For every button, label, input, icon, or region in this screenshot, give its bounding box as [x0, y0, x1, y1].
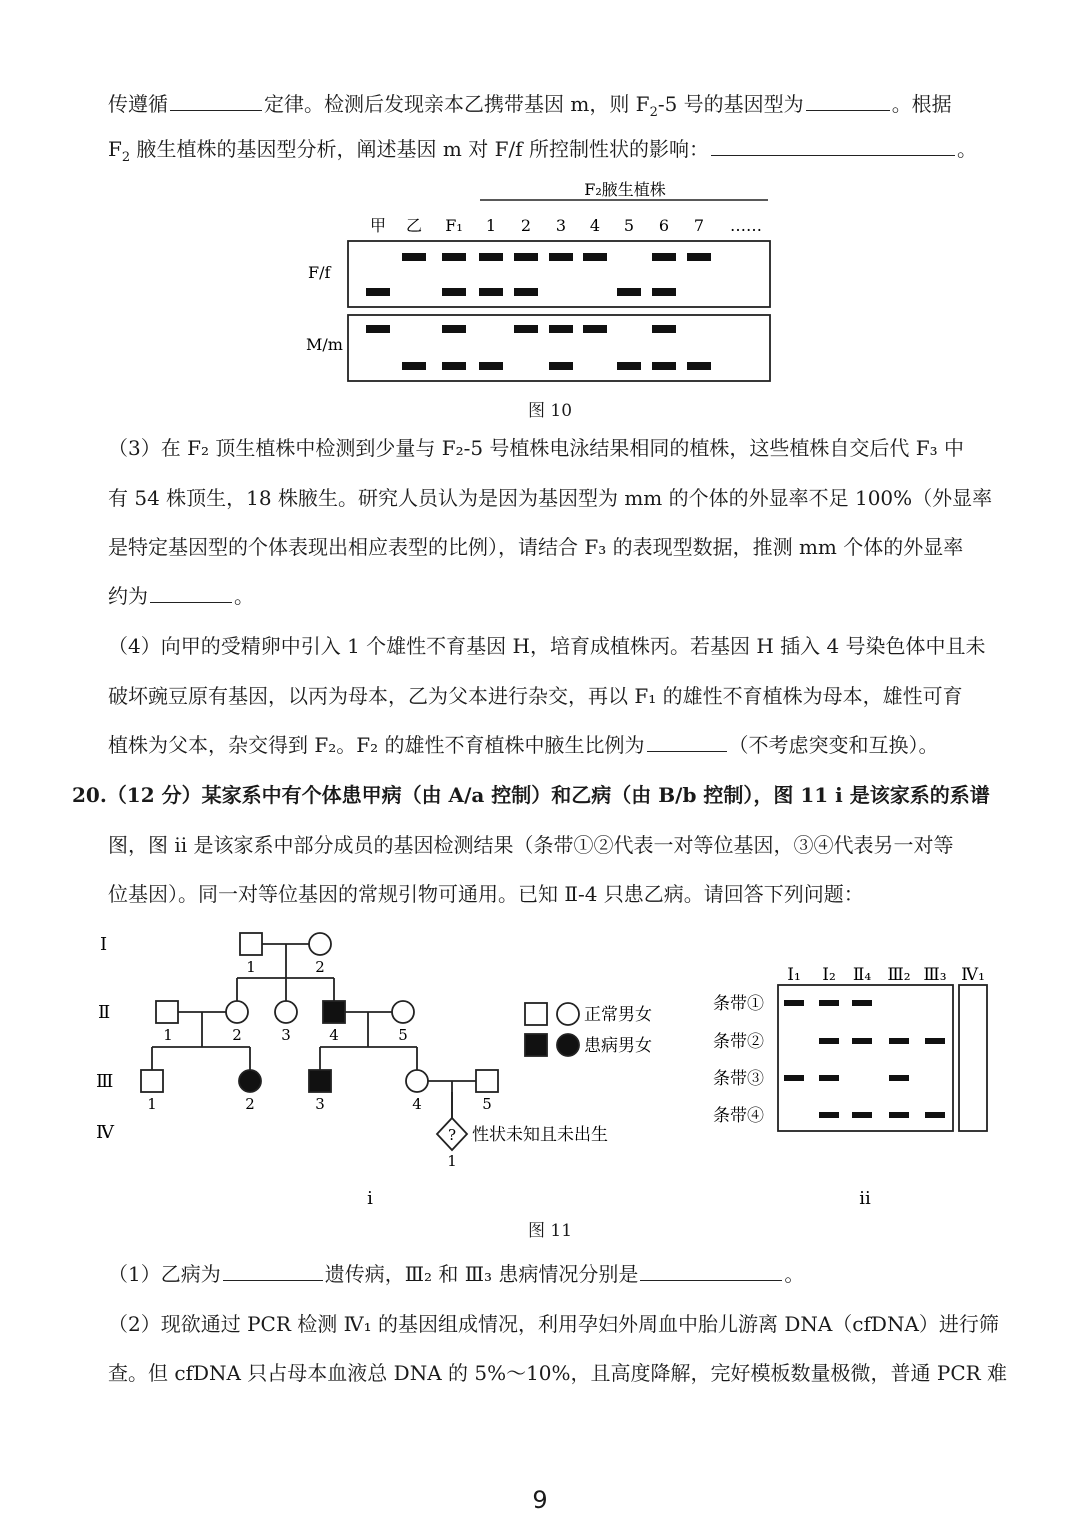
gel-band [652, 362, 676, 370]
q3-line-2: 有 54 株顶生，18 株腋生。研究人员认为是因为基因型为 mm 的个体的外显率不足 100%（外显率 [108, 486, 993, 510]
male-normal-symbol [240, 933, 262, 955]
q4-line-2: 破坏豌豆原有基因，以丙为母本，乙为父本进行杂交，再以 F₁ 的雄性不育植株为母本，雄性可育 [108, 684, 963, 708]
unknown-note: 性状未知且未出生 [472, 1125, 608, 1145]
individual-number: 1 [163, 1026, 173, 1044]
answer-blank[interactable] [640, 1262, 782, 1281]
answer-blank[interactable] [647, 733, 727, 752]
answer-blank[interactable] [150, 584, 232, 603]
figure-11-gene-test [705, 955, 1005, 1210]
gel-band [889, 1075, 909, 1081]
gel-band [852, 1112, 872, 1118]
generation-label-i: Ⅰ [100, 934, 108, 955]
gel-band [617, 288, 641, 296]
paragraph-line: 传遵循 定律。检测后发现亲本乙携带基因 m，则 $F_2-5$ 号的基因型为 。根据 [108, 92, 952, 120]
fig10-column-label: 1 [485, 216, 497, 235]
gel-band [442, 362, 466, 370]
individual-number: 5 [398, 1026, 408, 1044]
gel-band [366, 288, 390, 296]
paragraph-line: $F_2$ 腋生植株的基因型分析，阐述基因 m 对 F/f 所控制性状的影响： 。 [108, 137, 977, 165]
gel-band [549, 325, 573, 333]
unknown-mark: ? [447, 1126, 457, 1144]
q20-2-line-2: 查。但 cfDNA 只占母本血液总 DNA 的 5%～10%，且高度降解，完好模板数量极微，普通 PCR 难 [108, 1361, 1008, 1385]
female-normal-symbol [309, 933, 331, 955]
individual-number: 5 [482, 1095, 492, 1113]
gel-bands [784, 1000, 945, 1118]
gel-band [402, 362, 426, 370]
gel-band [549, 253, 573, 261]
figure-10-caption: 图 10 [527, 401, 573, 421]
gel-band [583, 253, 607, 261]
gel-column-label: Ⅱ₄ [852, 965, 872, 985]
gel-band [479, 253, 503, 261]
gel-band [652, 288, 676, 296]
gel-band [442, 253, 466, 261]
q20-line-1: 20.（12 分）某家系中有个体患甲病（由 A/a 控制）和乙病（由 B/b 控制），图 11 ⅰ 是该家系的系谱 [72, 783, 990, 807]
gel-band [442, 288, 466, 296]
fig10-column-label: 7 [693, 216, 705, 235]
gel-band [687, 253, 711, 261]
q20-line-2: 图，图 ⅱ 是该家系中部分成员的基因检测结果（条带①②代表一对等位基因，③④代表另一对等 [108, 833, 954, 857]
individual-number: 2 [245, 1095, 255, 1113]
fig10-column-label: 4 [589, 216, 601, 235]
figure-11-caption: 图 11 [527, 1221, 573, 1241]
individual-number: 2 [232, 1026, 242, 1044]
individual-number: 1 [246, 958, 256, 976]
gel-band [819, 1038, 839, 1044]
gel-band [652, 253, 676, 261]
answer-blank[interactable] [223, 1262, 323, 1281]
individual-number: 3 [281, 1026, 291, 1044]
gel-box-iv1 [959, 985, 987, 1131]
gel-column-labels [787, 965, 985, 985]
gel-band [889, 1038, 909, 1044]
gel-band [479, 362, 503, 370]
individual-number: 2 [315, 958, 325, 976]
gel-row-label: 条带③ [713, 1069, 764, 1089]
gel-band [479, 288, 503, 296]
gel-band [784, 1000, 804, 1006]
fig10-column-labels [370, 216, 762, 235]
gel-band [442, 325, 466, 333]
gel-row-labels [713, 994, 764, 1126]
gel-band [514, 288, 538, 296]
gel-band [514, 325, 538, 333]
generation-label-ii: Ⅱ [98, 1002, 111, 1023]
q20-1-line: （1）乙病为 遗传病，Ⅲ₂ 和 Ⅲ₃ 患病情况分别是 。 [108, 1262, 805, 1286]
q20-2-line-1: （2）现欲通过 PCR 检测 Ⅳ₁ 的基因组成情况，利用孕妇外周血中胎儿游离 DNA（cfDNA）进行筛 [108, 1312, 999, 1336]
fig10-bands [366, 253, 711, 370]
answer-blank[interactable] [711, 137, 955, 156]
subfigure-label-i: ⅰ [367, 1188, 373, 1209]
fig10-column-label: …… [730, 216, 762, 235]
gel-band [617, 362, 641, 370]
gel-band [549, 362, 573, 370]
fig10-column-label: 6 [658, 216, 670, 235]
gel-row-label: 条带④ [713, 1106, 764, 1126]
gel-band [819, 1112, 839, 1118]
q20-line-3: 位基因）。同一对等位基因的常规引物可通用。已知 Ⅱ-4 只患乙病。请回答下列问题： [108, 882, 864, 906]
gel-row-label: 条带① [713, 994, 764, 1014]
individual-number: 4 [412, 1095, 422, 1113]
answer-blank[interactable] [170, 92, 262, 111]
gel-box-mm [348, 315, 770, 381]
fig10-column-label: 2 [520, 216, 532, 235]
page-number: 9 [532, 1486, 548, 1514]
fig10-header: F₂腋生植株 [584, 180, 666, 199]
fig10-column-label: 乙 [405, 216, 423, 235]
individual-number: 1 [147, 1095, 157, 1113]
generation-label-iv: Ⅳ [96, 1122, 114, 1143]
gel-band [652, 325, 676, 333]
generation-label-iii: Ⅲ [96, 1071, 114, 1092]
q4-line-3: 植株为父本，杂交得到 F₂。F₂ 的雄性不育植株中腋生比例为 （不考虑突变和互换）。 [108, 733, 939, 757]
fig10-column-label: F₁ [445, 216, 463, 235]
q3-line-1: （3）在 F₂ 顶生植株中检测到少量与 F₂-5 号植株电泳结果相同的植株，这些植株自交后代 F₃ 中 [108, 436, 965, 460]
gel-band [784, 1075, 804, 1081]
individual-number: 3 [315, 1095, 325, 1113]
gel-band [514, 253, 538, 261]
fig10-column-label: 5 [623, 216, 635, 235]
gel-column-label: Ⅳ₁ [961, 965, 985, 985]
fig10-column-label: 3 [555, 216, 567, 235]
q4-line-1: （4）向甲的受精卵中引入 1 个雄性不育基因 H，培育成植株丙。若基因 H 插入 4 号染色体中且未 [108, 634, 986, 658]
figure-10-gel [300, 175, 780, 390]
q3-line-3: 是特定基因型的个体表现出相应表型的比例），请结合 F₃ 的表现型数据，推测 mm 个体的外显率 [108, 535, 964, 559]
row-label-mm: M/m [306, 335, 343, 354]
gel-column-label: Ⅲ₃ [923, 965, 947, 985]
answer-blank[interactable] [806, 92, 890, 111]
gel-box-ff [348, 241, 770, 307]
figure-11-pedigree [80, 920, 652, 1210]
gel-band [852, 1038, 872, 1044]
individual-number: 1 [447, 1152, 457, 1170]
gel-band [889, 1112, 909, 1118]
gel-box-main [778, 985, 953, 1131]
gel-column-label: Ⅰ₁ [787, 965, 801, 985]
fig10-column-label: 甲 [369, 216, 387, 235]
gel-band [583, 325, 607, 333]
row-label-ff: F/f [308, 263, 331, 282]
gel-band [925, 1112, 945, 1118]
legend-normal: 正常男女 [584, 1005, 652, 1025]
gel-band [366, 325, 390, 333]
subfigure-label-ii: ⅱ [859, 1188, 871, 1209]
gel-band [687, 362, 711, 370]
q3-line-4: 约为 。 [108, 584, 254, 608]
gel-band [925, 1038, 945, 1044]
gel-band [819, 1075, 839, 1081]
gel-band [819, 1000, 839, 1006]
gel-band [402, 253, 426, 261]
individual-number: 4 [329, 1026, 339, 1044]
gel-column-label: Ⅰ₂ [822, 965, 836, 985]
legend-affected: 患病男女 [584, 1036, 652, 1056]
gel-row-label: 条带② [713, 1032, 764, 1052]
gel-band [852, 1000, 872, 1006]
gel-column-label: Ⅲ₂ [887, 965, 911, 985]
